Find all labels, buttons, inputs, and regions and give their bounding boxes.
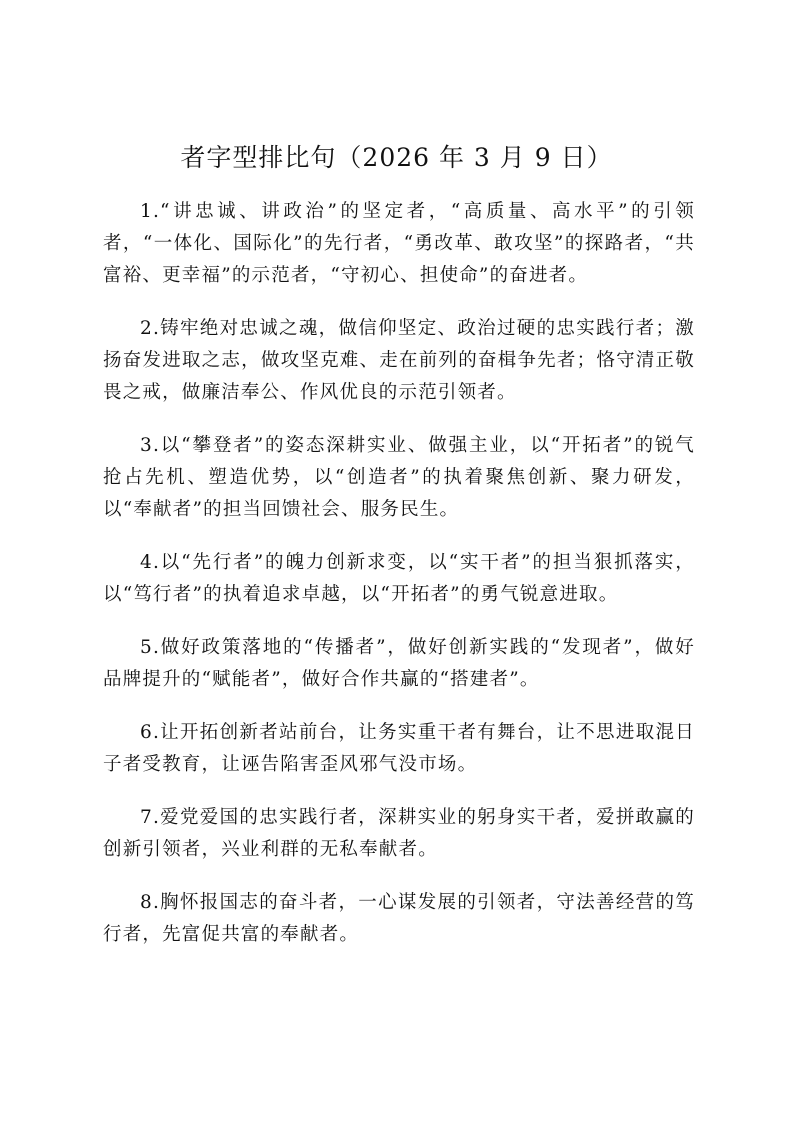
document-title: 者字型排比句（2026 年 3 月 9 日） — [180, 143, 613, 172]
paragraph-8: 8.胸怀报国志的奋斗者，一心谋发展的引领者，守法善经营的笃行者，先富促共富的奉献者。 — [103, 892, 695, 945]
paragraph-3: 3.以“攀登者”的姿态深耕实业、做强主业，以“开拓者”的锐气抢占先机、塑造优势，以“创造者”的执着聚焦创新、聚力研发，以“奉献者”的担当回馈社会、服务民生。 — [103, 435, 695, 520]
paragraph-1: 1.“讲忠诚、讲政治”的坚定者，“高质量、高水平”的引领者，“一体化、国际化”的先行者，“勇改革、敢攻坚”的探路者，“共富裕、更幸福”的示范者，“守初心、担使命”的奋进者。 — [103, 201, 695, 286]
paragraph-6: 6.让开拓创新者站前台，让务实重干者有舞台，让不思进取混日子者受教育，让诬告陷害歪风邪气没市场。 — [103, 722, 695, 775]
paragraph-2: 2.铸牢绝对忠诚之魂，做信仰坚定、政治过硬的忠实践行者；激扬奋发进取之志，做攻坚克难、走在前列的奋楫争先者；恪守清正敬畏之戒，做廉洁奉公、作风优良的示范引领者。 — [103, 318, 695, 403]
paragraph-4: 4.以“先行者”的魄力创新求变，以“实干者”的担当狠抓落实，以“笃行者”的执着追求卓越，以“开拓者”的勇气锐意进取。 — [103, 552, 695, 605]
document-body — [103, 196, 695, 972]
paragraph-5: 5.做好政策落地的“传播者”，做好创新实践的“发现者”，做好品牌提升的“赋能者”，做好合作共赢的“搭建者”。 — [103, 637, 695, 690]
paragraph-7: 7.爱党爱国的忠实践行者，深耕实业的躬身实干者，爱拼敢赢的创新引领者，兴业利群的无私奉献者。 — [103, 807, 695, 860]
